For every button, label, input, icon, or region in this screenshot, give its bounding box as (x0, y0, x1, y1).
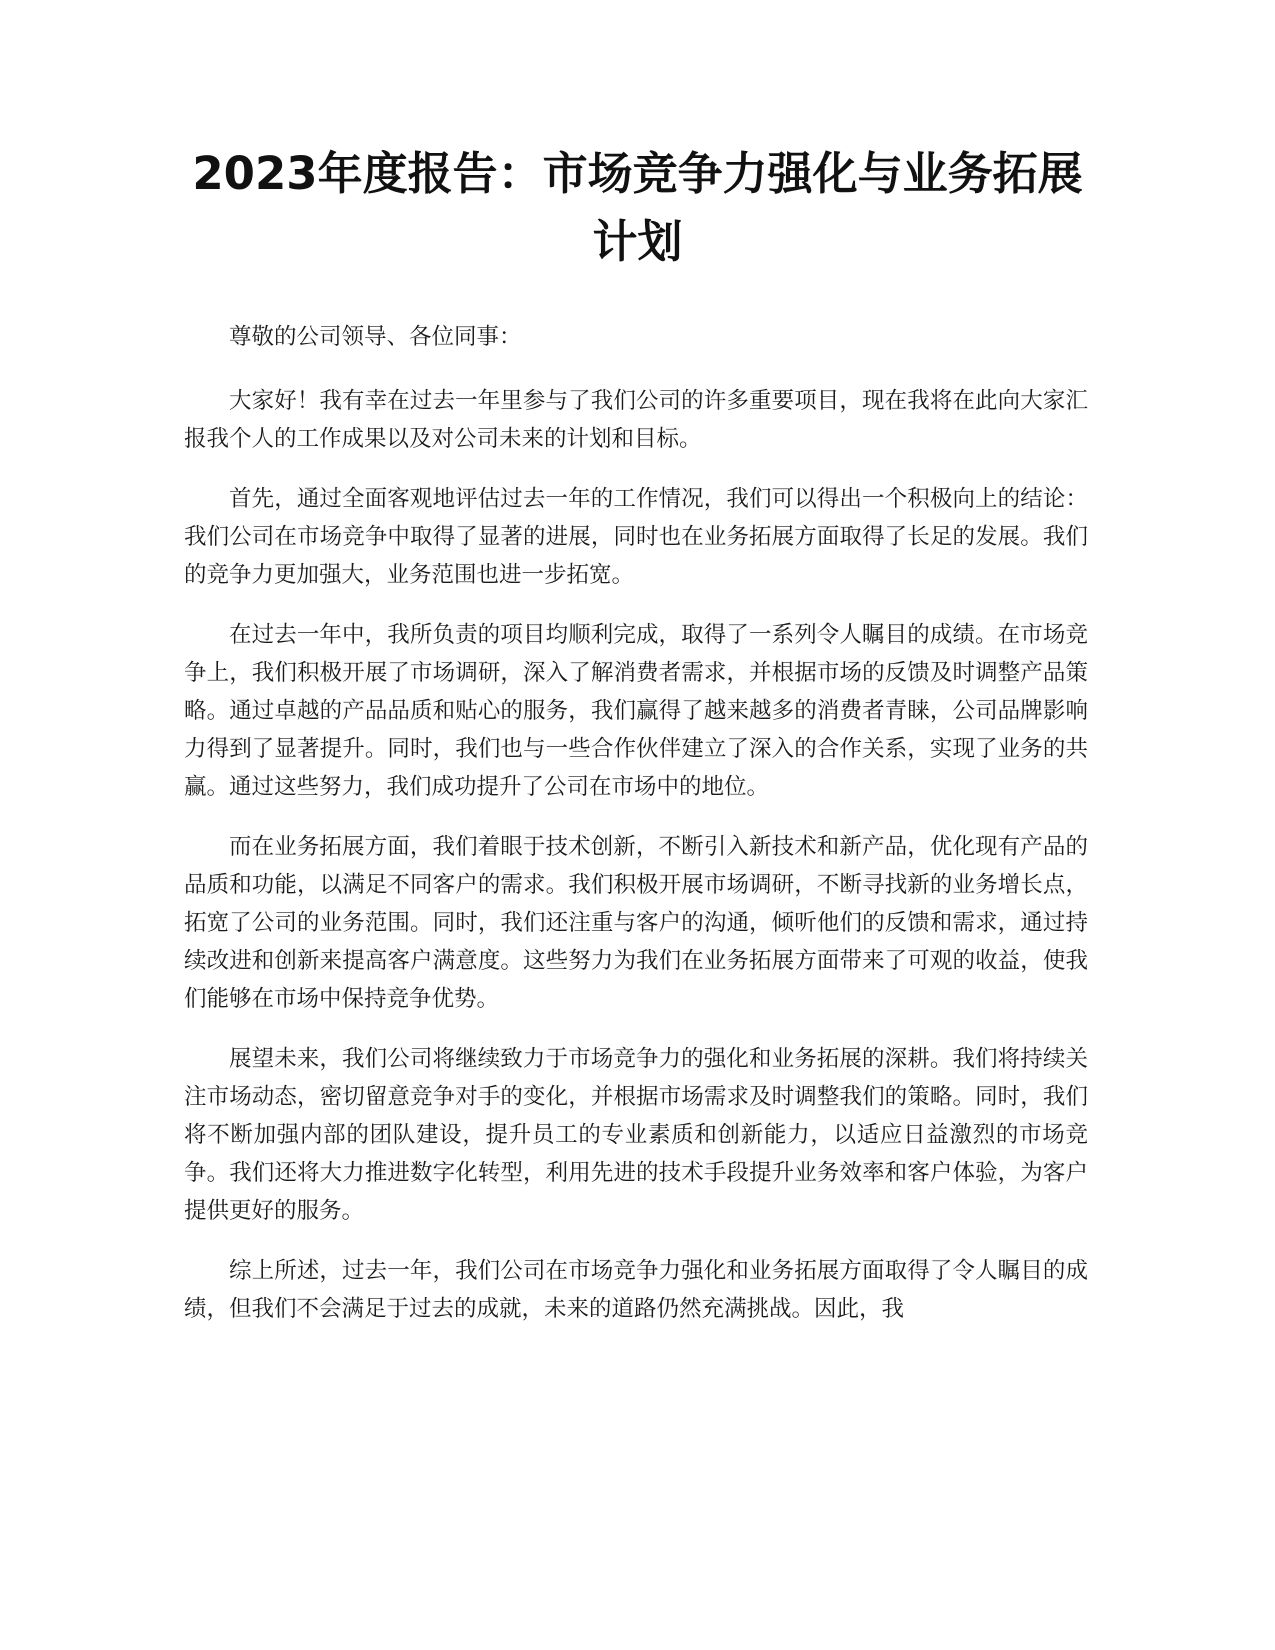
paragraph-business-expansion: 而在业务拓展方面，我们着眼于技术创新，不断引入新技术和新产品，优化现有产品的品质和功能，以满足不同客户的需求。我们积极开展市场调研，不断寻找新的业务增长点，拓宽了公司的业务范围。同时，我们还注重与客户的沟通，倾听他们的反馈和需求，通过持续改进和创新来提高客户满意度。这些努力为我们在业务拓展方面带来了可观的收益，使我们能够在市场中保持竞争优势。 (184, 834, 1088, 1012)
paragraph-summary: 综上所述，过去一年，我们公司在市场竞争力强化和业务拓展方面取得了令人瞩目的成绩，但我们不会满足于过去的成就，未来的道路仍然充满挑战。因此，我 (184, 1258, 1088, 1322)
paragraph-assessment: 首先，通过全面客观地评估过去一年的工作情况，我们可以得出一个积极向上的结论：我们公司在市场竞争中取得了显著的进展，同时也在业务拓展方面取得了长足的发展。我们的竞争力更加强大，业务范围也进一步拓宽。 (184, 486, 1088, 588)
paragraph-outlook: 展望未来，我们公司将继续致力于市场竞争力的强化和业务拓展的深耕。我们将持续关注市场动态，密切留意竞争对手的变化，并根据市场需求及时调整我们的策略。同时，我们将不断加强内部的团队建设，提升员工的专业素质和创新能力，以适应日益激烈的市场竞争。我们还将大力推进数字化转型，利用先进的技术手段提升业务效率和客户体验，为客户提供更好的服务。 (184, 1046, 1088, 1224)
paragraph-intro: 大家好！我有幸在过去一年里参与了我们公司的许多重要项目，现在我将在此向大家汇报我个人的工作成果以及对公司未来的计划和目标。 (184, 388, 1088, 452)
document-title-line-2: 计划 (592, 215, 683, 268)
paragraph-market-competition: 在过去一年中，我所负责的项目均顺利完成，取得了一系列令人瞩目的成绩。在市场竞争上，我们积极开展了市场调研，深入了解消费者需求，并根据市场的反馈及时调整产品策略。通过卓越的产品品质和贴心的服务，我们赢得了越来越多的消费者青睐，公司品牌影响力得到了显著提升。同时，我们也与一些合作伙伴建立了深入的合作关系，实现了业务的共赢。通过这些努力，我们成功提升了公司在市场中的地位。 (184, 622, 1088, 800)
document-title-line-1: 2023年度报告：市场竞争力强化与业务拓展 (192, 147, 1083, 200)
document-title (180, 140, 1095, 276)
document-body (184, 318, 1088, 1350)
greeting-paragraph: 尊敬的公司领导、各位同事： (229, 324, 522, 350)
